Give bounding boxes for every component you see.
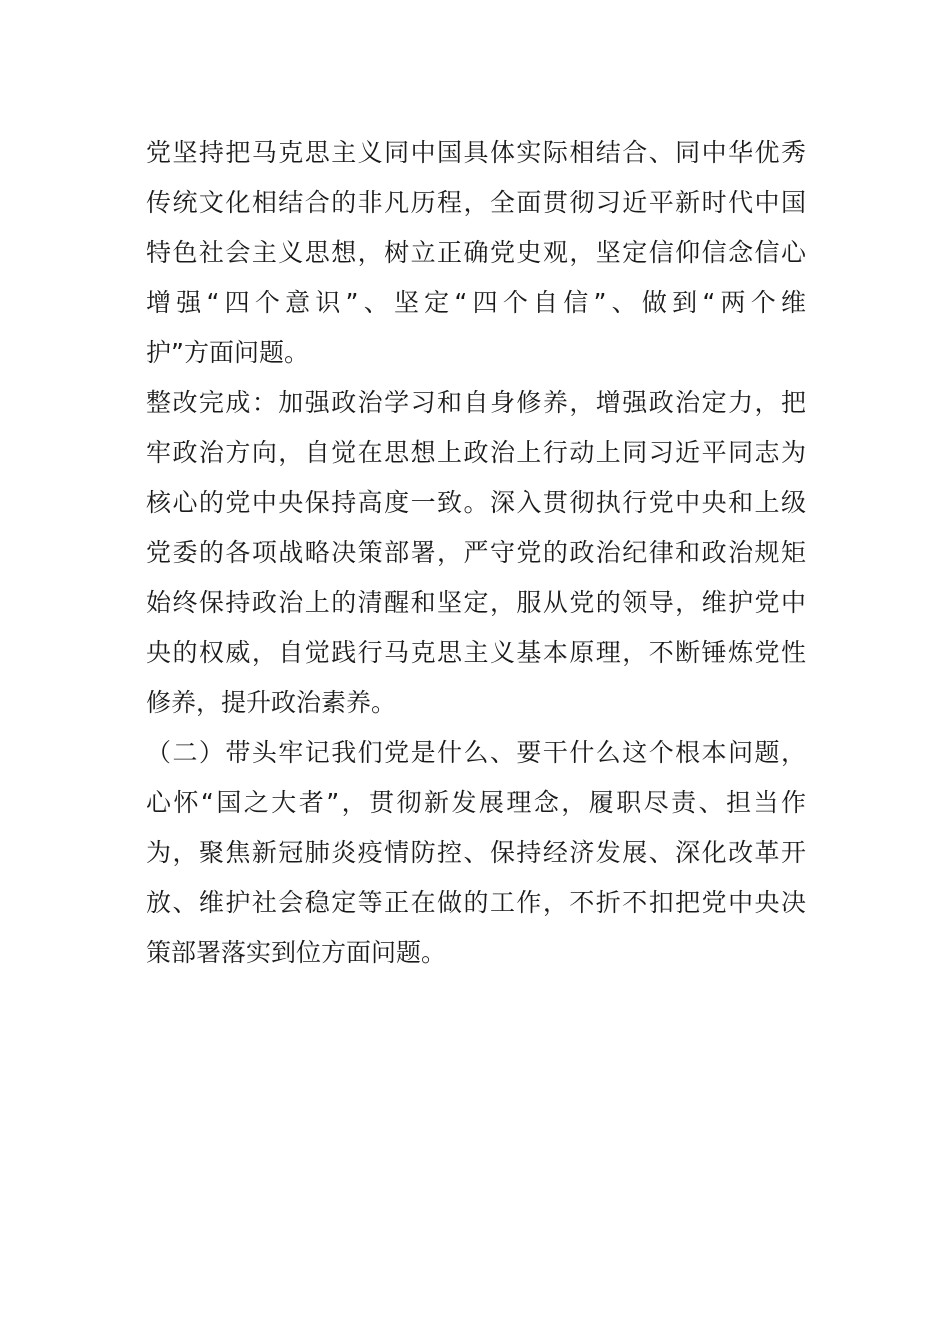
text-line: 特色社会主义思想，树立正确党史观，坚定信仰信念信心: [146, 238, 806, 267]
text-line: 整改完成：加强政治学习和自身修养，增强政治定力，把: [146, 388, 806, 417]
text-line: 牢政治方向，自觉在思想上政治上行动上同习近平同志为: [146, 438, 806, 467]
text-line: 为，聚焦新冠肺炎疫情防控、保持经济发展、深化改革开: [146, 838, 806, 867]
text-line: 核心的党中央保持高度一致。深入贯彻执行党中央和上级: [146, 488, 806, 517]
paragraph-issue-2: [146, 728, 806, 978]
text-line: （二）带头牢记我们党是什么、要干什么这个根本问题，: [146, 738, 806, 767]
text-line: 央的权威，自觉践行马克思主义基本原理，不断锤炼党性: [146, 638, 806, 667]
text-line: 传统文化相结合的非凡历程，全面贯彻习近平新时代中国: [146, 188, 806, 217]
text-line: 护”方面问题。: [146, 338, 309, 367]
text-line: 修养，提升政治素养。: [146, 688, 397, 717]
text-line: 党委的各项战略决策部署，严守党的政治纪律和政治规矩: [146, 538, 806, 567]
document-body: [146, 128, 806, 978]
text-line: 增强“四个意识”、坚定“四个自信”、做到“两个维: [146, 288, 806, 317]
paragraph-issue-1-continued: [146, 128, 806, 378]
text-line: 心怀“国之大者”，贯彻新发展理念，履职尽责、担当作: [146, 788, 806, 817]
text-line: 放、维护社会稳定等正在做的工作，不折不扣把党中央决: [146, 888, 806, 917]
paragraph-rectification: [146, 378, 806, 728]
text-line: 始终保持政治上的清醒和坚定，服从党的领导，维护党中: [146, 588, 806, 617]
text-line: 党坚持把马克思主义同中国具体实际相结合、同中华优秀: [146, 138, 806, 167]
text-line: 策部署落实到位方面问题。: [146, 938, 447, 967]
